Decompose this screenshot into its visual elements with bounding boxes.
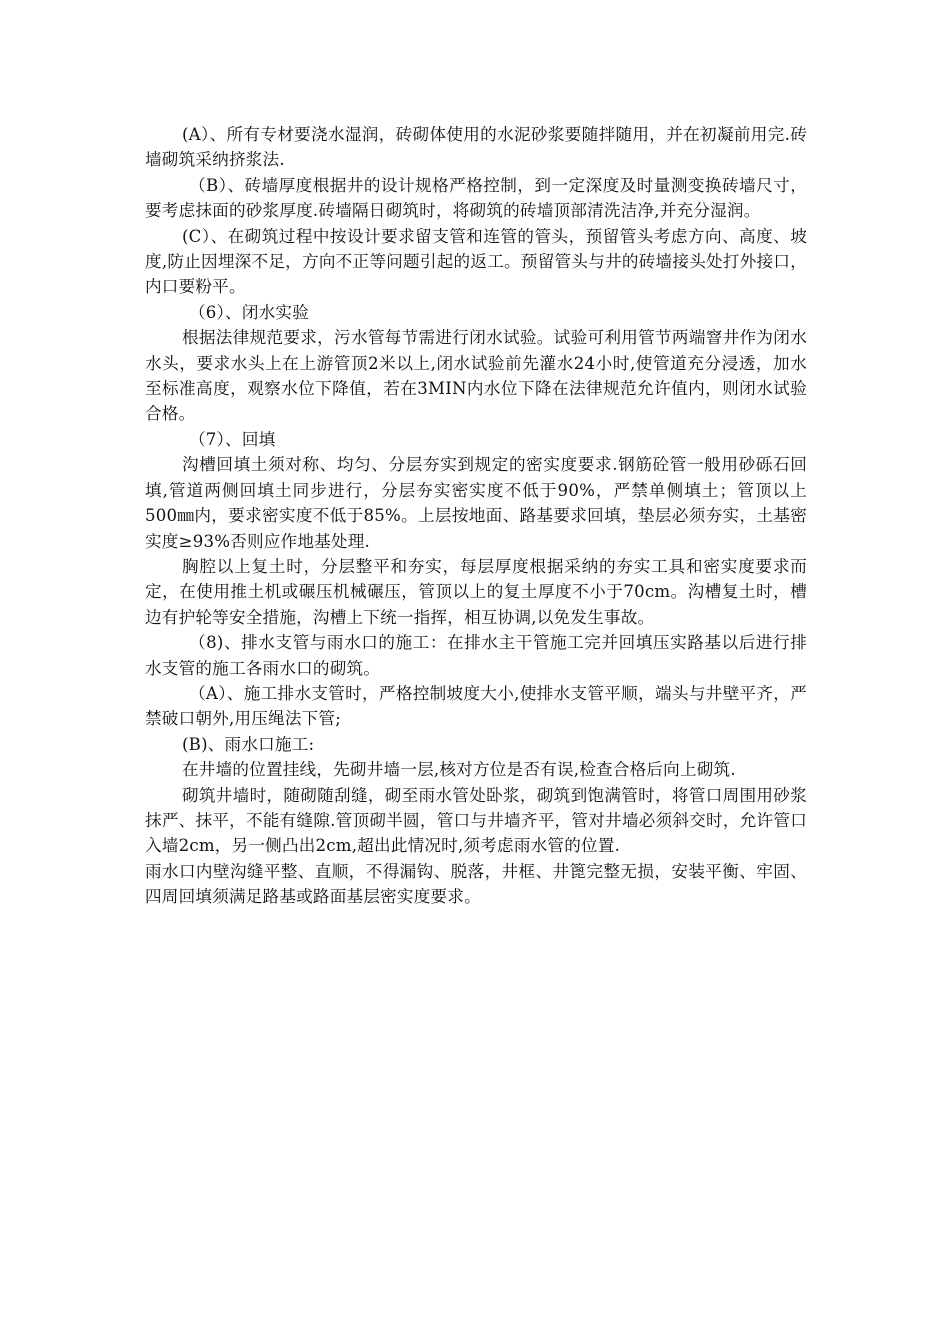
paragraph-backfill-trench: 沟槽回填土须对称、均匀、分层夯实到规定的密实度要求.钢筋砼管一般用砂砾石回填,管道两侧回填土同步进行，分层夯实密实度不低于90%，严禁单侧填土；管顶以上500㎜内，要求密实度不低于85%。上层按地面、路基要求回填，垫层必须夯实，土基密实度≥93%否则应作地基处理. [145, 455, 807, 551]
heading-backfill: （7）、回填 [189, 429, 276, 449]
paragraph-b-wall-thickness: （B）、砖墙厚度根据井的设计规格严格控制，到一定深度及时量测变换砖墙尺寸，要考虑抹面的砂浆厚度.砖墙隔日砌筑时，将砌筑的砖墙顶部清洗洁净,并充分湿润。 [145, 175, 807, 221]
paragraph-closed-water-test: 根据法律规范要求，污水管每节需进行闭水试验。试验可利用管节两端窨井作为闭水水头，要求水头上在上游管顶2米以上,闭水试验前先灌水24小时,使管道充分浸透，加水至标准高度，观察水位下降值，若在3MIN内水位下降在法律规范允许值内，则闭水试验合格。 [145, 328, 807, 424]
paragraph-wall-masonry: 砌筑井墙时，随砌随刮缝，砌至雨水管处卧浆，砌筑到饱满管时，将管口周围用砂浆抹严、抹平，不能有缝隙.管顶砌半圆，管口与井墙齐平，管对井墙必须斜交时，允许管口入墙2cm，另一侧凸出2cm,超出此情况时,须考虑雨水管的位置. [145, 785, 807, 856]
paragraph-inlet-finish: 雨水口内壁沟缝平整、直顺，不得漏钩、脱落，井框、井篦完整无损，安装平衡、牢固、四周回填须满足路基或路面基层密实度要求。 [145, 861, 807, 907]
heading-b-rain-inlet: (B)、雨水口施工: [182, 734, 315, 754]
document-body [145, 122, 807, 910]
paragraph-backfill-chest: 胸腔以上复土时，分层整平和夯实，每层厚度根据采纳的夯实工具和密实度要求而定，在使用推土机或碾压机械碾压，管顶以上的复土厚度不小于70cm。沟槽复土时，槽边有护轮等安全措施，沟槽上下统一指挥，相互协调,以免发生事故。 [145, 556, 807, 627]
paragraph-c-pipe-heads: (C）、在砌筑过程中按设计要求留支管和连管的管头，预留管头考虑方向、高度、坡度,防止因埋深不足，方向不正等问题引起的返工。预留管头与井的砖墙接头处打外接口，内口要粉平。 [145, 226, 807, 297]
heading-closed-water-test: （6）、闭水实验 [189, 302, 310, 322]
paragraph-a-materials: (A）、所有专材要浇水湿润，砖砌体使用的水泥砂浆要随拌随用，并在初凝前用完.砖墙砌筑采纳挤浆法. [145, 125, 807, 170]
paragraph-wall-line: 在井墙的位置挂线，先砌井墙一层,核对方位是否有误,检查合格后向上砌筑. [182, 760, 736, 780]
paragraph-a-branch-pipe: （A）、施工排水支管时，严格控制坡度大小,使排水支管平顺，端头与井壁平齐，严禁破口朝外,用压绳法下管; [145, 683, 807, 729]
heading-branch-pipe-and-inlet: （8)、排水支管与雨水口的施工：在排水主干管施工完并回填压实路基以后进行排水支管的施工各雨水口的砌筑。 [145, 633, 807, 678]
